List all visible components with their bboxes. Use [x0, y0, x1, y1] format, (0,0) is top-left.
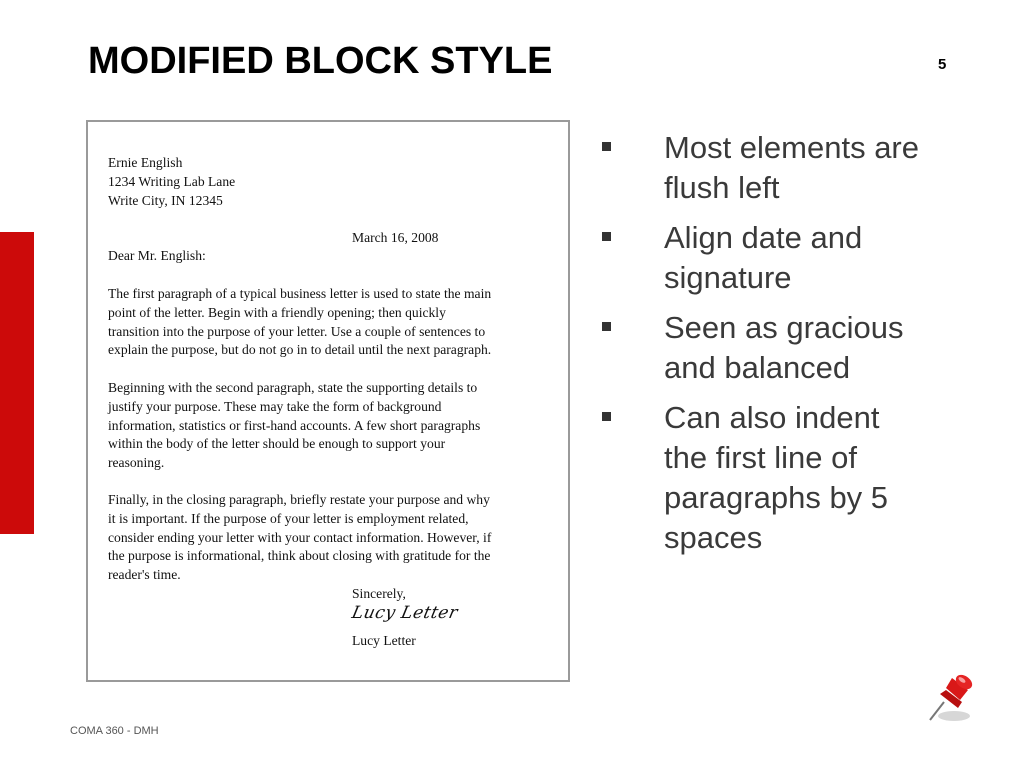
- bullet-item: [598, 398, 928, 558]
- slide-title: MODIFIED BLOCK STYLE: [88, 40, 553, 82]
- paragraph-line: information, statistics or first-hand accounts. A few short paragraphs: [108, 417, 481, 433]
- slide-number: 5: [938, 56, 947, 73]
- bullet-item: [598, 308, 928, 388]
- bullet-marker: [602, 412, 611, 421]
- bullet-text: Align date and signature: [664, 220, 863, 295]
- closing: Sincerely,: [352, 586, 406, 601]
- paragraph-line: reader's time.: [108, 567, 181, 583]
- bullet-marker: [602, 232, 611, 241]
- signature: Lucy Letter: [349, 603, 460, 623]
- accent-bar: [0, 232, 34, 534]
- sender-line: Write City, IN 12345: [108, 192, 223, 208]
- bullet-item: [598, 128, 928, 208]
- paragraph-line: Beginning with the second paragraph, state the supporting details to: [108, 380, 478, 395]
- pushpin-icon: [920, 668, 984, 728]
- paragraph-1: [108, 285, 558, 360]
- salutation: Dear Mr. English:: [108, 248, 206, 263]
- paragraph-line: consider ending your letter with your contact information. However, if: [108, 529, 492, 545]
- paragraph-line: transition into the purpose of your letter. Use a couple of sentences to: [108, 323, 486, 339]
- bullet-text: Can also indent the first line of paragraphs by 5 spaces: [664, 400, 889, 555]
- bullet-text: Most elements are flush left: [664, 130, 919, 205]
- paragraph-line: explain the purpose, but do not go in to detail until the next paragraph.: [108, 342, 492, 358]
- bullet-text: Seen as gracious and balanced: [664, 310, 904, 385]
- paragraph-line: the purpose is informational, think about closing with gratitude for the: [108, 548, 491, 564]
- paragraph-line: justify your purpose. These may take the form of background: [108, 398, 442, 414]
- footer-text: COMA 360 - DMH: [70, 725, 159, 737]
- paragraph-line: within the body of the letter should be enough to support your: [108, 436, 446, 452]
- paragraph-3: [108, 491, 558, 585]
- bullet-marker: [602, 142, 611, 151]
- paragraph-line: reasoning.: [108, 455, 165, 471]
- paragraph-2: [108, 379, 558, 473]
- sender-line: 1234 Writing Lab Lane: [108, 173, 236, 189]
- paragraph-line: point of the letter. Begin with a friendly opening; then quickly: [108, 304, 446, 320]
- bullet-marker: [602, 322, 611, 331]
- bullet-item: [598, 218, 928, 298]
- sender-line: Ernie English: [108, 155, 183, 170]
- sample-letter: [86, 120, 570, 682]
- letter-date: March 16, 2008: [352, 230, 439, 245]
- printed-name: Lucy Letter: [352, 633, 416, 648]
- paragraph-line: it is important. If the purpose of your letter is employment related,: [108, 510, 469, 526]
- sender-address: [108, 154, 558, 210]
- paragraph-line: The first paragraph of a typical business letter is used to state the main: [108, 286, 492, 301]
- paragraph-line: Finally, in the closing paragraph, briefly restate your purpose and why: [108, 492, 490, 507]
- bullet-list: [598, 128, 928, 568]
